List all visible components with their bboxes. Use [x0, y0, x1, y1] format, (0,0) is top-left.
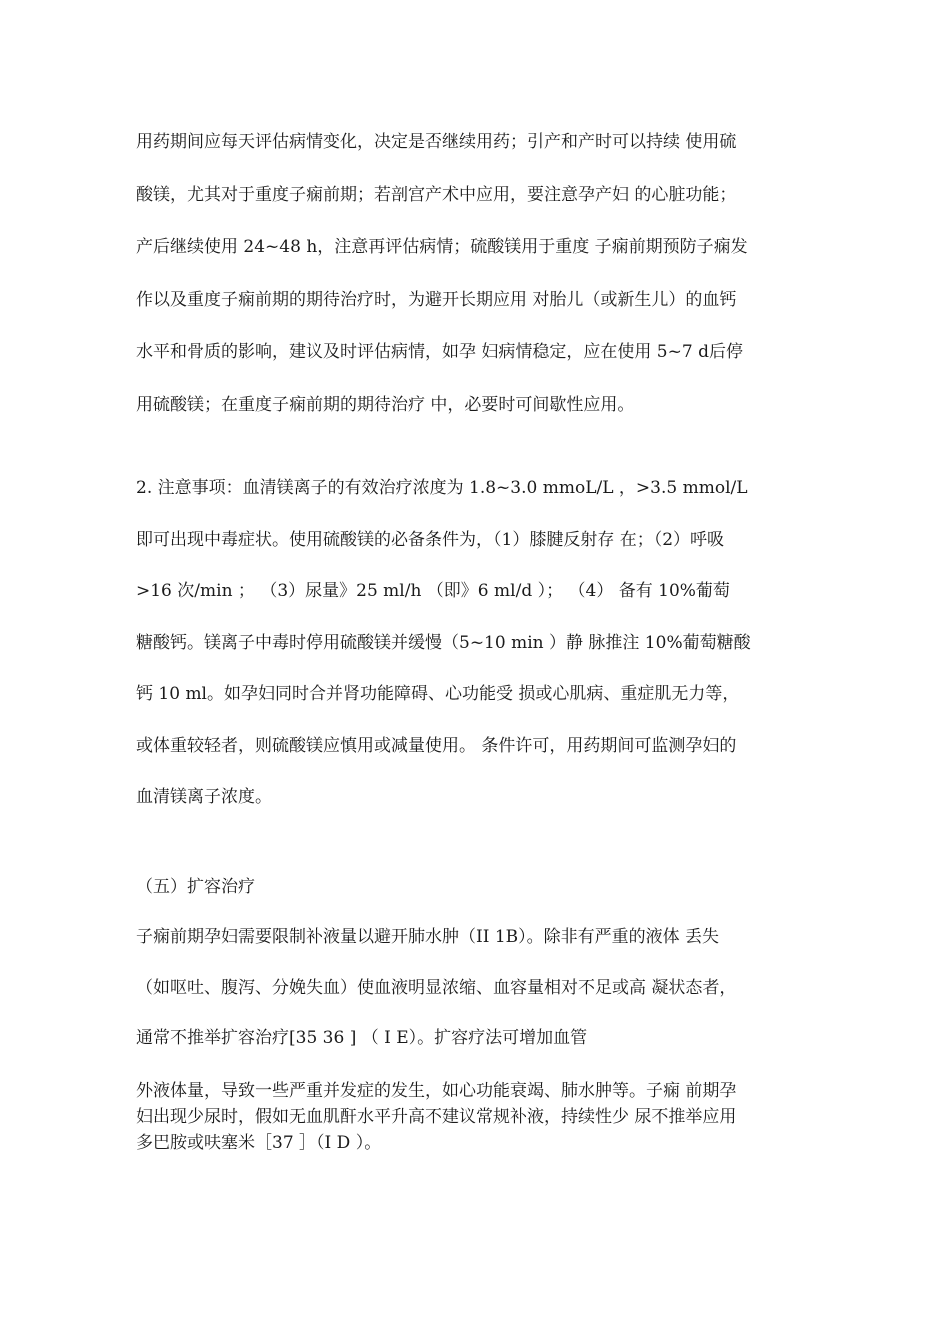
text-line: 水平和骨质的影响，建议及时评估病情，如孕 妇病情稳定，应在使用 5~7 d后停	[136, 342, 743, 362]
text-line: 糖酸钙。镁离子中毒时停用硫酸镁并缓慢（5~10 min ）静 脉推注 10%葡萄糖酸	[136, 632, 751, 653]
text-line: 外液体量，导致一些严重并发症的发生，如心功能衰竭、肺水肿等。子痫 前期孕	[136, 1081, 737, 1101]
text-line: 即可出现中毒症状。使用硫酸镁的必备条件为，（1）膝腱反射存 在；（2）呼吸	[136, 529, 725, 550]
text-line: >16 次/min ； （3）尿量》25 ml/h （即》6 ml/d ）； （4） 备有 10%葡萄	[136, 581, 730, 601]
section-heading	[136, 873, 826, 901]
text-line: 用硫酸镁；在重度子痫前期的期待治疗 中，必要时可间歇性应用。	[136, 394, 635, 415]
text-line: 通常不推举扩容治疗[35 36 ] （ I E）。扩容疗法可增加血管	[136, 1028, 588, 1048]
text-line: 多巴胺或呋塞米［37 ］（I D ）。	[136, 1133, 382, 1153]
magnesium-usage-paragraph	[136, 128, 826, 443]
text-line: 血清镁离子浓度。	[136, 787, 272, 807]
text-line: 钙 10 ml。如孕妇同时合并肾功能障碍、心功能受 损或心肌病、重症肌无力等，	[136, 684, 740, 704]
text-line: 产后继续使用 24~48 h，注意再评估病情；硫酸镁用于重度 子痫前期预防子痫发	[136, 237, 748, 257]
text-line: 作以及重度子痫前期的期待治疗时，为避开长期应用 对胎儿（或新生儿）的血钙	[136, 289, 737, 310]
text-line: 酸镁，尤其对于重度子痫前期；若剖宫产术中应用，要注意孕产妇 的心脏功能；	[136, 184, 737, 205]
volume-expansion-paragraph	[136, 923, 826, 1075]
heading-text: （五）扩容治疗	[136, 877, 255, 897]
text-line: （如呕吐、腹泻、分娩失血）使血液明显浓缩、血容量相对不足或高 凝状态者，	[136, 977, 737, 998]
text-line: 妇出现少尿时，假如无血肌酐水平升高不建议常规补液，持续性少 尿不推举应用	[136, 1107, 737, 1127]
text-line: 2. 注意事项：血清镁离子的有效治疗浓度为 1.8~3.0 mmoL/L ，>3.5 mmol/L	[136, 478, 748, 498]
volume-expansion-continued-paragraph	[136, 1078, 826, 1156]
text-line: 或体重较轻者，则硫酸镁应慎用或减量使用。 条件许可，用药期间可监测孕妇的	[136, 735, 737, 756]
precautions-paragraph	[136, 474, 826, 835]
text-line: 用药期间应每天评估病情变化，决定是否继续用药；引产和产时可以持续 使用硫	[136, 132, 737, 152]
text-line: 子痫前期孕妇需要限制补液量以避开肺水肿（II 1B）。除非有严重的液体 丢失	[136, 927, 720, 947]
